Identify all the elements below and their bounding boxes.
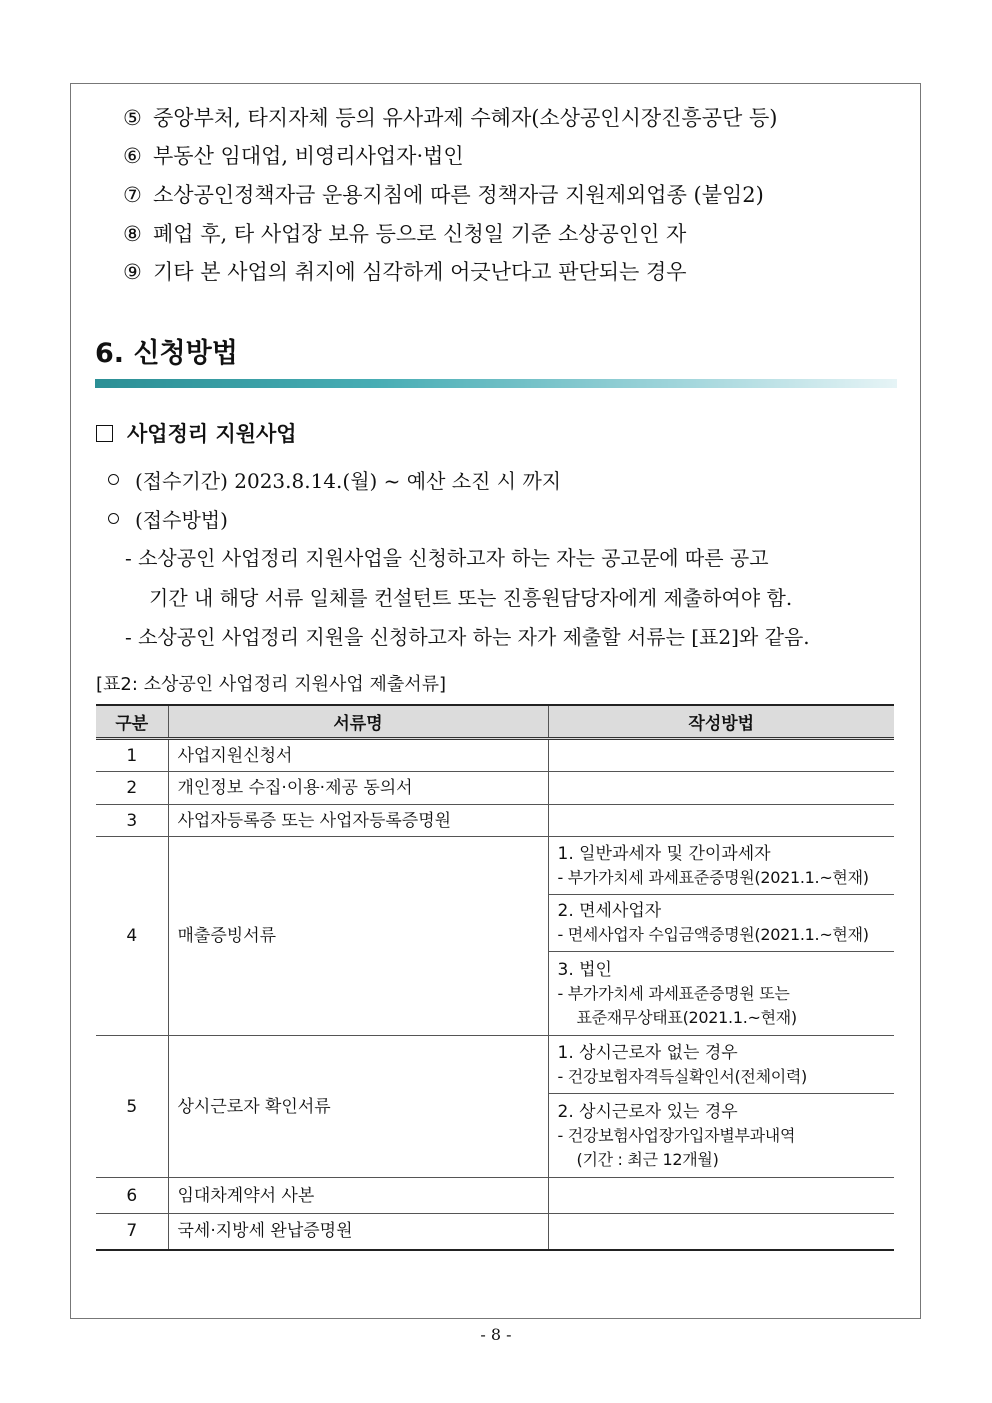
dash-item-2: - 소상공인 사업정리 지원을 신청하고자 하는 자가 제출할 서류는 [표2]와 같음.	[125, 625, 810, 649]
section-title: 6. 신청방법	[95, 338, 238, 369]
table-row: 7 국세·지방세 완납증명원	[96, 1214, 894, 1250]
header-category: 구분	[96, 705, 168, 739]
exclusion-item: ⑧ 폐업 후, 타 사업장 보유 등으로 신청일 기준 소상공인인 자	[123, 222, 687, 246]
table-row: 6 임대차계약서 사본	[96, 1178, 894, 1214]
table-row: 3 사업자등록증 또는 사업자등록증명원	[96, 805, 894, 837]
table-row: 1 사업지원신청서	[96, 739, 894, 772]
table-row: 4 매출증빙서류 1. 일반과세자 및 간이과세자 - 부가가치세 과세표준증명원(2021.1.~현재)	[96, 837, 894, 895]
subsection-heading: 사업정리 지원사업	[96, 419, 297, 449]
dash-item-1-continued: 기간 내 해당 서류 일체를 컨설턴트 또는 진흥원담당자에게 제출하여야 함.	[149, 586, 793, 610]
bullet-receipt-method: (접수방법)	[108, 505, 228, 535]
method-cell: 2. 상시근로자 있는 경우 - 건강보험사업장가입자별부과내역 (기간 : 최근 12개월)	[548, 1094, 894, 1178]
checkbox-square-icon	[96, 425, 113, 442]
bullet-receipt-period: (접수기간) 2023.8.14.(월) ~ 예산 소진 시 까지	[108, 466, 561, 496]
method-cell: 2. 면세사업자 - 면세사업자 수입금액증명원(2021.1.~현재)	[548, 895, 894, 952]
method-cell: 1. 상시근로자 없는 경우 - 건강보험자격득실확인서(전체이력)	[548, 1036, 894, 1094]
header-method: 작성방법	[548, 705, 894, 739]
method-cell: 3. 법인 - 부가가치세 과세표준증명원 또는 표준재무상태표(2021.1.~현재)	[548, 952, 894, 1036]
page-number: - 8 -	[480, 1325, 512, 1344]
section-underline	[95, 379, 897, 388]
exclusion-item: ⑥ 부동산 임대업, 비영리사업자·법인	[123, 144, 464, 168]
circle-bullet-icon	[108, 513, 119, 524]
table-caption: [표2: 소상공인 사업정리 지원사업 제출서류]	[96, 674, 447, 695]
circle-bullet-icon	[108, 474, 119, 485]
method-cell: 1. 일반과세자 및 간이과세자 - 부가가치세 과세표준증명원(2021.1.~현재)	[548, 837, 894, 895]
dash-item-1: - 소상공인 사업정리 지원사업을 신청하고자 하는 자는 공고문에 따른 공고	[125, 546, 769, 570]
exclusion-item: ⑤ 중앙부처, 타지자체 등의 유사과제 수혜자(소상공인시장진흥공단 등)	[123, 106, 778, 130]
header-document-name: 서류명	[168, 705, 548, 739]
exclusion-item: ⑦ 소상공인정책자금 운용지침에 따른 정책자금 지원제외업종 (붙임2)	[123, 183, 764, 207]
exclusion-item: ⑨ 기타 본 사업의 취지에 심각하게 어긋난다고 판단되는 경우	[123, 260, 687, 284]
table-row: 5 상시근로자 확인서류 1. 상시근로자 없는 경우 - 건강보험자격득실확인서(전체이력)	[96, 1036, 894, 1094]
documents-table	[96, 704, 894, 1251]
table-header-row	[96, 705, 894, 739]
table-row: 2 개인정보 수집·이용·제공 동의서	[96, 772, 894, 805]
